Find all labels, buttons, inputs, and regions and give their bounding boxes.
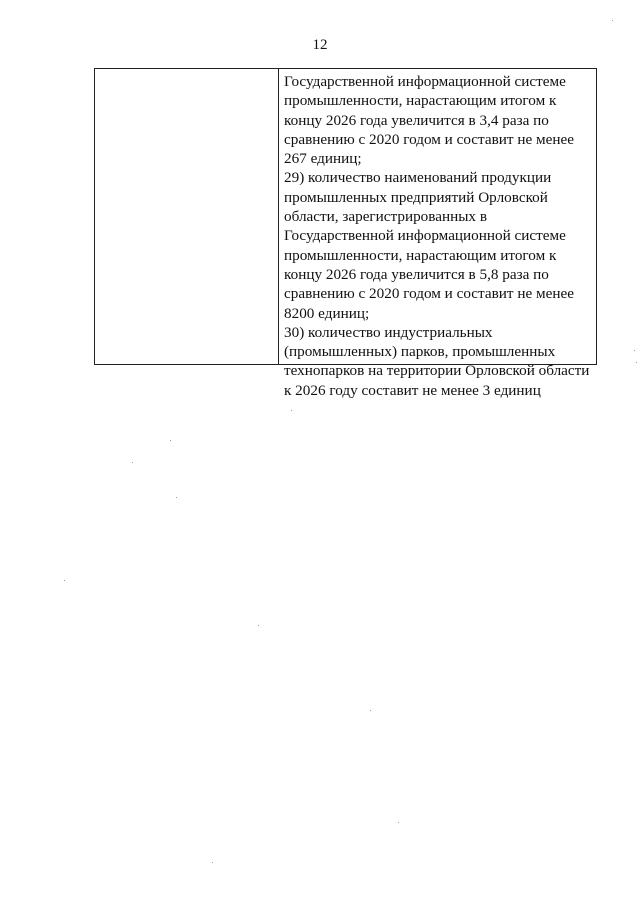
- text-line: концу 2026 года увеличится в 3,4 раза по: [284, 111, 549, 129]
- text-line: промышленности, нарастающим итогом к: [284, 92, 557, 110]
- text-line: сравнению с 2020 годом и составит не менее: [284, 285, 574, 303]
- indicators-table: [94, 68, 597, 399]
- text-line: к 2026 году составит не менее 3 единиц: [284, 381, 541, 399]
- table-cell-left: [95, 69, 279, 364]
- text-line: промышленности, нарастающим итогом к: [284, 246, 557, 264]
- scan-speck: [132, 462, 133, 463]
- page-number: 12: [312, 37, 328, 53]
- scan-speck: [64, 580, 65, 581]
- table-cell-right: [279, 69, 596, 399]
- text-line: области, зарегистрированных в: [284, 208, 487, 226]
- scan-speck: [212, 862, 213, 863]
- text-line: концу 2026 года увеличится в 5,8 раза по: [284, 265, 549, 283]
- scan-speck: [258, 625, 259, 626]
- text-line: промышленных предприятий Орловской: [284, 188, 548, 206]
- text-line: Государственной информационной системе: [284, 227, 566, 245]
- scan-speck: [170, 440, 171, 441]
- text-line: (промышленных) парков, промышленных: [284, 343, 556, 361]
- scan-speck: [634, 350, 635, 351]
- scan-speck: [291, 410, 292, 411]
- text-line: технопарков на территории Орловской области: [284, 362, 590, 380]
- text-line: 29) количество наименований продукции: [284, 169, 552, 187]
- scan-speck: [370, 710, 371, 711]
- scan-speck: [636, 362, 637, 363]
- text-line: 8200 единиц;: [284, 304, 370, 322]
- text-line: Государственной информационной системе: [284, 73, 566, 90]
- scan-speck: [176, 497, 177, 498]
- scan-speck: [612, 20, 613, 21]
- text-line: 267 единиц;: [284, 150, 362, 168]
- text-line: сравнению с 2020 годом и составит не менее: [284, 130, 574, 148]
- text-line: 30) количество индустриальных: [284, 323, 493, 341]
- scan-speck: [398, 822, 399, 823]
